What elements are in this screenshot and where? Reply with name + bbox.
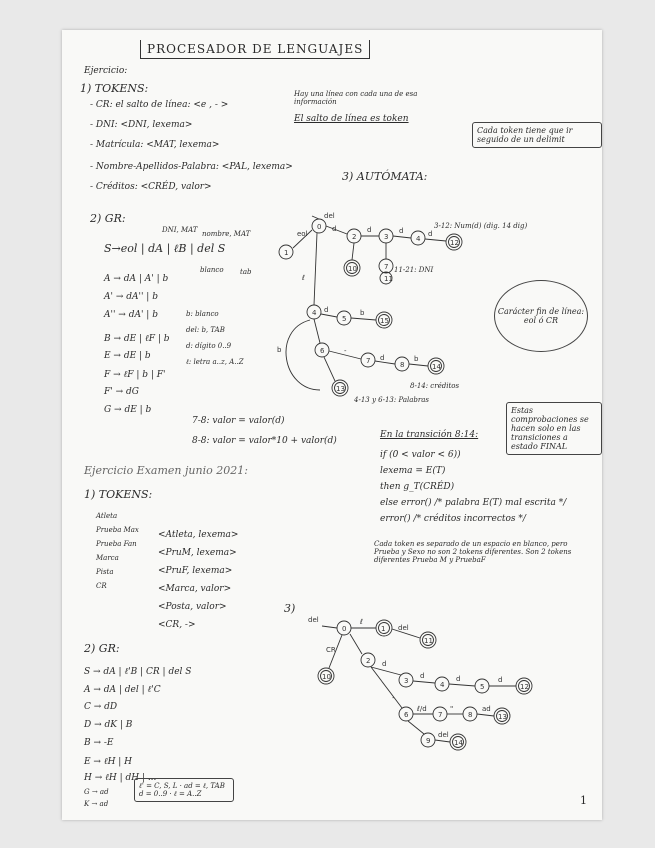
svg-text:d: d <box>332 225 337 233</box>
svg-text:8: 8 <box>400 361 405 369</box>
svg-text:CR: CR <box>326 646 336 654</box>
grammar-rule: A'' → dA' | b <box>104 310 158 320</box>
code-line: else error() /* palabra E(T) mal escrita */ <box>380 498 567 508</box>
code-line: then g_T(CRÉD) <box>380 482 455 492</box>
symbol-def: ℓ' = C, S, L <box>139 782 178 790</box>
automaton-heading: 3) AUTÓMATA: <box>342 170 428 183</box>
svg-text:12: 12 <box>450 239 459 247</box>
code-line: error() /* créditos incorrectos */ <box>380 514 526 524</box>
svg-text:-: - <box>344 347 347 355</box>
svg-text:3: 3 <box>404 677 409 685</box>
grammar-rule: S → dA | ℓ'B | CR | del S <box>84 667 192 677</box>
svg-text:4: 4 <box>312 309 317 317</box>
svg-text:ℓ: ℓ <box>302 274 305 282</box>
token-type: <PruF, lexema> <box>158 566 233 576</box>
page-number: 1 <box>580 794 587 807</box>
token-source: Prueba Max <box>96 526 139 534</box>
token-source: CR <box>96 582 107 590</box>
grammar-rule: E → ℓH | H <box>84 757 133 767</box>
svg-text:d: d <box>382 660 387 668</box>
svg-text:5: 5 <box>480 683 485 691</box>
token-type: <Atleta, lexema> <box>158 530 239 540</box>
svg-text:-: - <box>392 694 395 702</box>
semantic-rule: 8-8: valor = valor*10 + valor(d) <box>192 436 337 446</box>
page-title: PROCESADOR DE LENGUAJES <box>140 40 370 59</box>
svg-text:ad: ad <box>482 705 491 713</box>
tokens-heading: 1) TOKENS: <box>84 488 153 501</box>
svg-text:9: 9 <box>426 737 431 745</box>
svg-text:10: 10 <box>322 673 331 681</box>
note-box: Cada token tiene que ir seguido de un delimit <box>472 122 602 148</box>
automaton-heading: 3) <box>284 602 296 615</box>
grammar-rule: F' → dG <box>104 387 139 397</box>
svg-text:0: 0 <box>342 625 347 633</box>
svg-text:4: 4 <box>440 681 445 689</box>
annotation: blanco <box>200 266 224 274</box>
svg-text:d: d <box>399 227 404 235</box>
grammar-rule: G → ad <box>84 788 109 796</box>
svg-text:12: 12 <box>520 683 529 691</box>
svg-text:2: 2 <box>352 233 357 241</box>
grammar-rule: A' → dA'' | b <box>104 292 158 302</box>
grammar-rule: F → ℓF | b | F' <box>104 370 166 380</box>
token-source: Atleta <box>96 512 118 520</box>
svg-text:5: 5 <box>342 315 347 323</box>
exercise-label: Ejercicio Examen junio 2021: <box>84 464 248 477</box>
svg-text:14: 14 <box>432 363 441 371</box>
token-type: <CR, -> <box>158 620 196 630</box>
note: Cada token es separado de un espacio en blanco, pero Prueba y Sexo no son 2 tokens diferentes. Son 2 tokens diferentes Prueba M y PruebaF <box>374 540 572 564</box>
notebook-page <box>62 30 602 820</box>
svg-text:d: d <box>380 354 385 362</box>
token-line: - Créditos: <CRÉD, valor> <box>90 182 212 192</box>
svg-text:7: 7 <box>366 357 371 365</box>
token-line: - Matrícula: <MAT, lexema> <box>90 140 220 150</box>
svg-text:eol: eol <box>297 230 308 238</box>
automaton-note: 3-12: Num(d) (dig. 14 dig) <box>434 222 528 230</box>
svg-text:11: 11 <box>384 275 393 283</box>
grammar-rule: D → dK | B <box>84 720 133 730</box>
semantic-rule: 7-8: valor = valor(d) <box>192 416 285 426</box>
token-source: Prueba Fan <box>96 540 137 548</box>
grammar-heading: 2) GR: <box>90 212 126 225</box>
grammar-rule: A → dA | del | ℓ'C <box>84 685 161 695</box>
grammar-rule: K → ad <box>84 800 109 808</box>
svg-text:del: del <box>438 731 449 739</box>
svg-text:b: b <box>414 355 419 363</box>
svg-text:6: 6 <box>404 711 409 719</box>
svg-text:d: d <box>456 675 461 683</box>
svg-text:del: del <box>324 212 335 220</box>
legend-item: del: b, TAB <box>186 326 225 334</box>
grammar-heading: 2) GR: <box>84 642 120 655</box>
svg-text:2: 2 <box>366 657 371 665</box>
svg-text:b: b <box>360 309 365 317</box>
svg-text:6: 6 <box>320 347 325 355</box>
token-source: Pista <box>96 568 114 576</box>
grammar-rule: G → dE | b <box>104 405 152 415</box>
automaton-note: 8-14: créditos <box>410 382 460 390</box>
svg-text:14: 14 <box>454 739 463 747</box>
svg-text:d: d <box>324 306 329 314</box>
token-line: - Nombre-Apellidos-Palabra: <PAL, lexema> <box>90 162 293 172</box>
note: Hay una línea con cada una de esa información <box>294 90 418 106</box>
svg-text:0: 0 <box>317 223 322 231</box>
grammar-rule: E → dE | b <box>104 351 151 361</box>
svg-text:13: 13 <box>498 713 507 721</box>
comment-box: Estas comprobaciones se hacen solo en las transiciones a estado FINAL <box>506 402 602 455</box>
code-line: lexema = E(T) <box>380 466 446 476</box>
code-line: if (0 < valor < 6)) <box>380 450 461 460</box>
svg-text:del: del <box>398 624 409 632</box>
svg-text:1: 1 <box>284 249 289 257</box>
token-type: <PruM, lexema> <box>158 548 237 558</box>
token-line: - DNI: <DNI, lexema> <box>90 120 193 130</box>
token-type: <Posta, valor> <box>158 602 227 612</box>
symbol-def: ad = ℓ, TAB <box>184 782 225 790</box>
exercise-label: Ejercicio: <box>84 66 128 76</box>
automaton-note: 4-13 y 6-13: Palabras <box>354 396 430 404</box>
tokens-heading: 1) TOKENS: <box>80 82 149 95</box>
svg-text:": " <box>450 705 454 713</box>
token-line: - CR: el salto de línea: <e , - > <box>90 100 229 110</box>
svg-text:del: del <box>308 616 319 624</box>
annotation: tab <box>240 268 252 276</box>
svg-text:ℓ: ℓ <box>360 618 363 626</box>
grammar-rule: H → ℓH | dH | ... <box>84 773 157 783</box>
transition-label: En la transición 8:14: <box>380 430 479 440</box>
legend-item: ℓ: letra a..z, A..Z <box>186 358 244 366</box>
svg-text:d: d <box>428 230 433 238</box>
svg-text:11: 11 <box>424 637 433 645</box>
svg-text:b: b <box>277 346 282 354</box>
grammar-start: S→eol | dA | ℓB | del S <box>104 242 226 255</box>
svg-text:13: 13 <box>336 385 345 393</box>
grammar-rule: A → dA | A' | b <box>104 274 169 284</box>
svg-text:8: 8 <box>468 711 473 719</box>
token-type: <Marca, valor> <box>158 584 232 594</box>
svg-text:ℓ/d: ℓ/d <box>417 705 427 713</box>
svg-text:15: 15 <box>380 317 389 325</box>
svg-text:7: 7 <box>384 263 389 271</box>
grammar-rule: B → dE | ℓF | b <box>104 334 170 344</box>
svg-text:d: d <box>367 226 372 234</box>
svg-text:3: 3 <box>384 233 389 241</box>
svg-text:d: d <box>420 672 425 680</box>
legend-item: d: dígito 0..9 <box>186 342 232 350</box>
automaton-diagram-2 <box>62 30 602 820</box>
end-of-line-note: Carácter fin de línea: eol ó CR <box>494 280 588 352</box>
token-source: Marca <box>96 554 119 562</box>
annotation: DNI, MAT <box>162 226 198 234</box>
svg-text:1: 1 <box>381 625 386 633</box>
legend-item: b: blanco <box>186 310 219 318</box>
annotation: nombre, MAT <box>202 230 251 238</box>
note: El salto de línea es token <box>294 114 409 124</box>
svg-text:10: 10 <box>348 265 357 273</box>
symbol-definitions: ℓ' = C, S, L · ad = ℓ, TAB d = 0..9 · ℓ = A..Z <box>134 778 234 802</box>
automaton-note: 11-21: DNI <box>394 266 434 274</box>
grammar-rule: B → -E <box>84 738 114 748</box>
symbol-def: d = 0..9 <box>139 790 168 798</box>
svg-text:7: 7 <box>438 711 443 719</box>
symbol-def: ℓ = A..Z <box>173 790 202 798</box>
grammar-rule: C → dD <box>84 702 118 712</box>
svg-text:4: 4 <box>416 235 421 243</box>
svg-text:d: d <box>498 676 503 684</box>
